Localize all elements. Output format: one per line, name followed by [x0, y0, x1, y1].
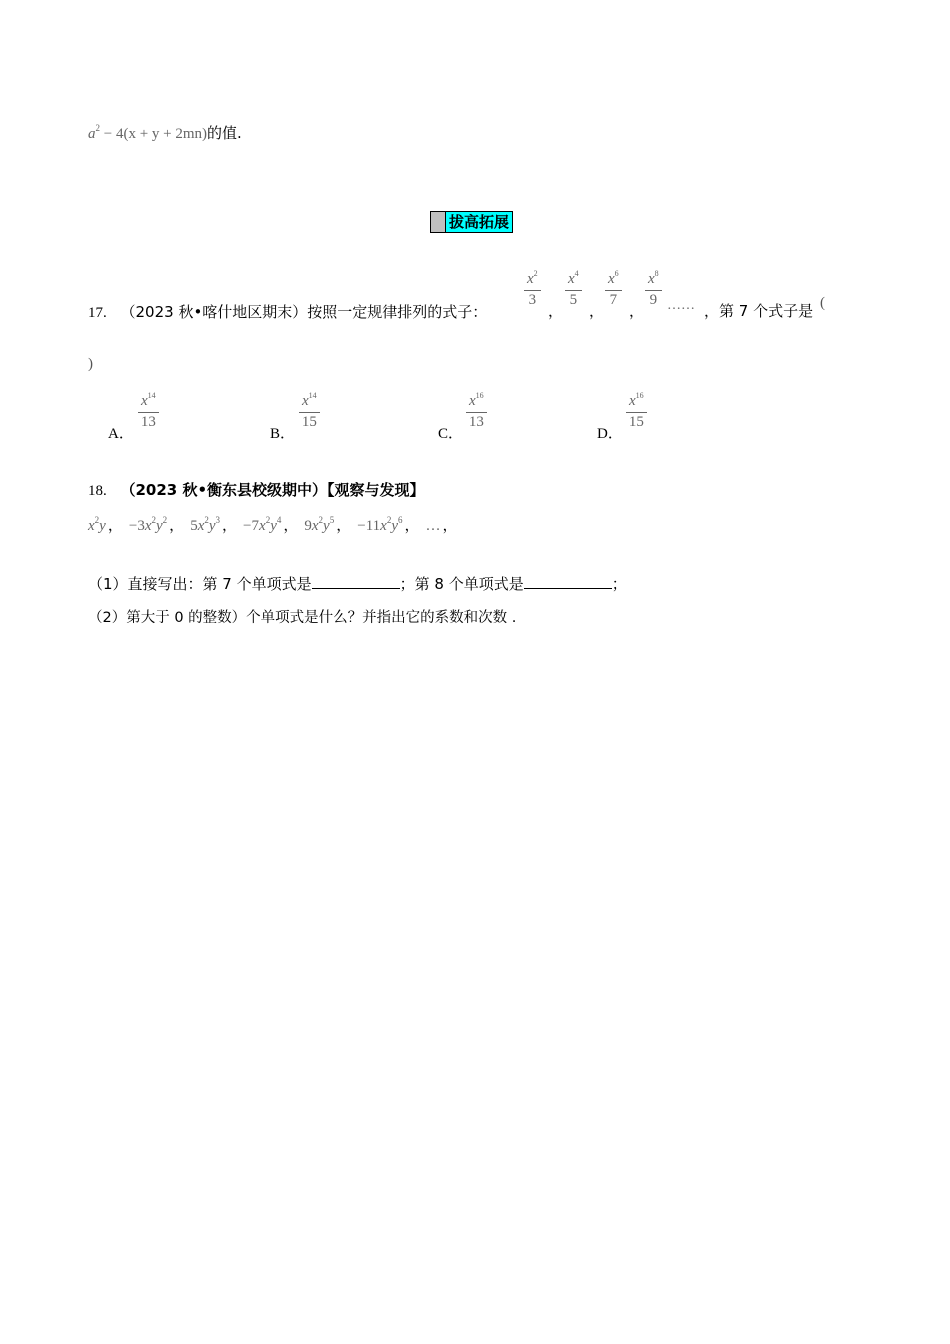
q18-stem: [88, 479, 425, 500]
q18-monomial-6: $-11x^2y^6$: [357, 515, 403, 534]
q17-seq-term-1: $x^2$ 3: [524, 271, 541, 308]
q18-blank-8th[interactable]: [524, 574, 612, 589]
q18-monomial-1: $x^2y$: [88, 515, 106, 534]
q18-monomial-5: $9x^2y^5$: [304, 515, 335, 534]
section-heading-marker: [431, 212, 446, 232]
q16-suffix: 的值.: [207, 124, 242, 142]
q18-monomial-sequence: $x^2y$ ， $-3x^2y^2$ ， $5x^2y^3$ ， $-7x^2y^4$ ， $9x^2y^5$ ， $-11x^2y^6$ ， … ，: [88, 515, 458, 534]
section-heading-label: 拔高拓展: [446, 212, 512, 232]
q17-seq-term-4: $x^8$ 9: [645, 271, 662, 308]
q17-sep-1: ，: [548, 302, 564, 320]
q18-number: 18.: [88, 483, 107, 499]
q18-blank-7th[interactable]: [312, 574, 400, 589]
q18-monomial-2: $-3x^2y^2$: [128, 515, 168, 534]
q17-option-c-fraction: $x^{16}$ 13: [466, 393, 487, 430]
q16-expression: $a^2 - 4(x + y + 2mn)$: [88, 123, 208, 142]
q17-ellipsis: ……: [667, 298, 695, 313]
q17-option-d-label: D．: [597, 426, 623, 442]
q18-part-1: （1）直接写出：第 7 个单项式是 ；第 8 个单项式是 ；: [88, 575, 627, 593]
q17-number: 17.: [88, 305, 107, 321]
q17-option-a-fraction: $x^{14}$ 13: [138, 393, 159, 430]
q17-seq-term-2: $x^4$ 5: [565, 271, 582, 308]
q17-stem: [88, 301, 487, 322]
q17-option-c-label: C．: [438, 426, 464, 442]
q17-sep-2: ，: [589, 302, 605, 320]
q18-monomial-4: $-7x^2y^4$: [243, 515, 282, 534]
q17-sep-3: ，: [629, 302, 645, 320]
q17-option-d-fraction: $x^{16}$ 15: [626, 393, 647, 430]
q17-paren-close: ): [88, 356, 93, 372]
q17-option-b-fraction: $x^{14}$ 15: [299, 393, 320, 430]
q18-monomial-3: $5x^2y^3$: [190, 515, 221, 534]
q17-seq-term-3: $x^6$ 7: [605, 271, 622, 308]
q17-option-b-label: B．: [270, 426, 296, 442]
q16-expression-line: [88, 122, 242, 143]
q18-part-2: （2）第大于 0 的整数）个单项式是什么？并指出它的系数和次数 .: [88, 610, 517, 626]
section-heading: [430, 211, 513, 233]
q17-paren-open: (: [820, 295, 825, 311]
q18-monomial-ellipsis: …: [425, 518, 441, 534]
q17-source: （2023 秋•喀什地区期末）按照一定规律排列的式子：: [120, 303, 488, 321]
q18-source: （2023 秋•衡东县校级期中）【观察与发现】: [120, 481, 425, 499]
q17-option-a-label: A．: [108, 426, 134, 442]
q17-ask: ，第 7 个式子是: [704, 302, 814, 320]
